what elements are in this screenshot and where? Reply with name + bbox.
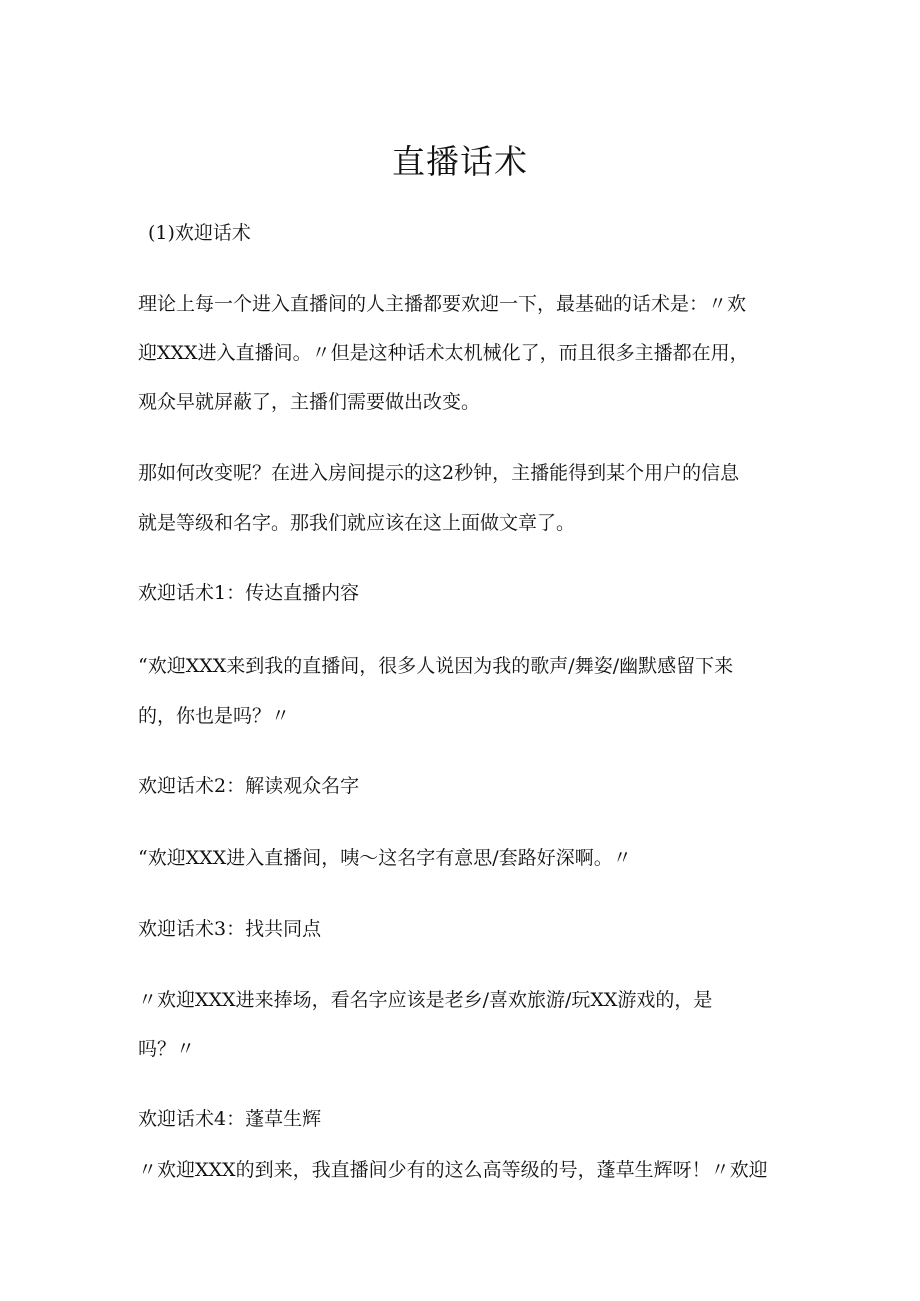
paragraph-line: 〃欢迎XXX进来捧场，看名字应该是老乡/喜欢旅游/玩XX游戏的，是 <box>138 989 713 1011</box>
paragraph-line: 就是等级和名字。那我们就应该在这上面做文章了。 <box>138 512 576 534</box>
paragraph-line: 理论上每一个进入直播间的人主播都要欢迎一下，最基础的话术是：〃欢 <box>138 293 747 315</box>
subheading-welcome-2: 欢迎话术2：解读观众名字 <box>138 775 360 797</box>
paragraph-line: 〃欢迎XXX的到来，我直播间少有的这么高等级的号，蓬草生辉呀！〃欢迎 <box>138 1159 768 1181</box>
subheading-welcome-4: 欢迎话术4：蓬草生辉 <box>138 1108 322 1130</box>
paragraph-line: 吗？〃 <box>138 1038 196 1060</box>
paragraph-line: 那如何改变呢？在进入房间提示的这2秒钟，主播能得到某个用户的信息 <box>138 462 740 484</box>
paragraph-line: “欢迎XXX来到我的直播间，很多人说因为我的歌声/舞姿/幽默感留下来 <box>138 655 734 677</box>
paragraph-line: 的，你也是吗？〃 <box>138 705 291 727</box>
paragraph-line: 观众早就屏蔽了，主播们需要做出改变。 <box>138 391 481 413</box>
subheading-welcome-3: 欢迎话术3：找共同点 <box>138 918 322 940</box>
section-heading: (1)欢迎话术 <box>148 222 251 244</box>
document-title: 直播话术 <box>392 142 528 181</box>
subheading-welcome-1: 欢迎话术1：传达直播内容 <box>138 582 360 604</box>
paragraph-line: 迎XXX进入直播间。〃但是这种话术太机械化了，而且很多主播都在用， <box>138 342 749 364</box>
paragraph-line: “欢迎XXX进入直播间，咦～这名字有意思/套路好深啊。〃 <box>138 847 632 869</box>
